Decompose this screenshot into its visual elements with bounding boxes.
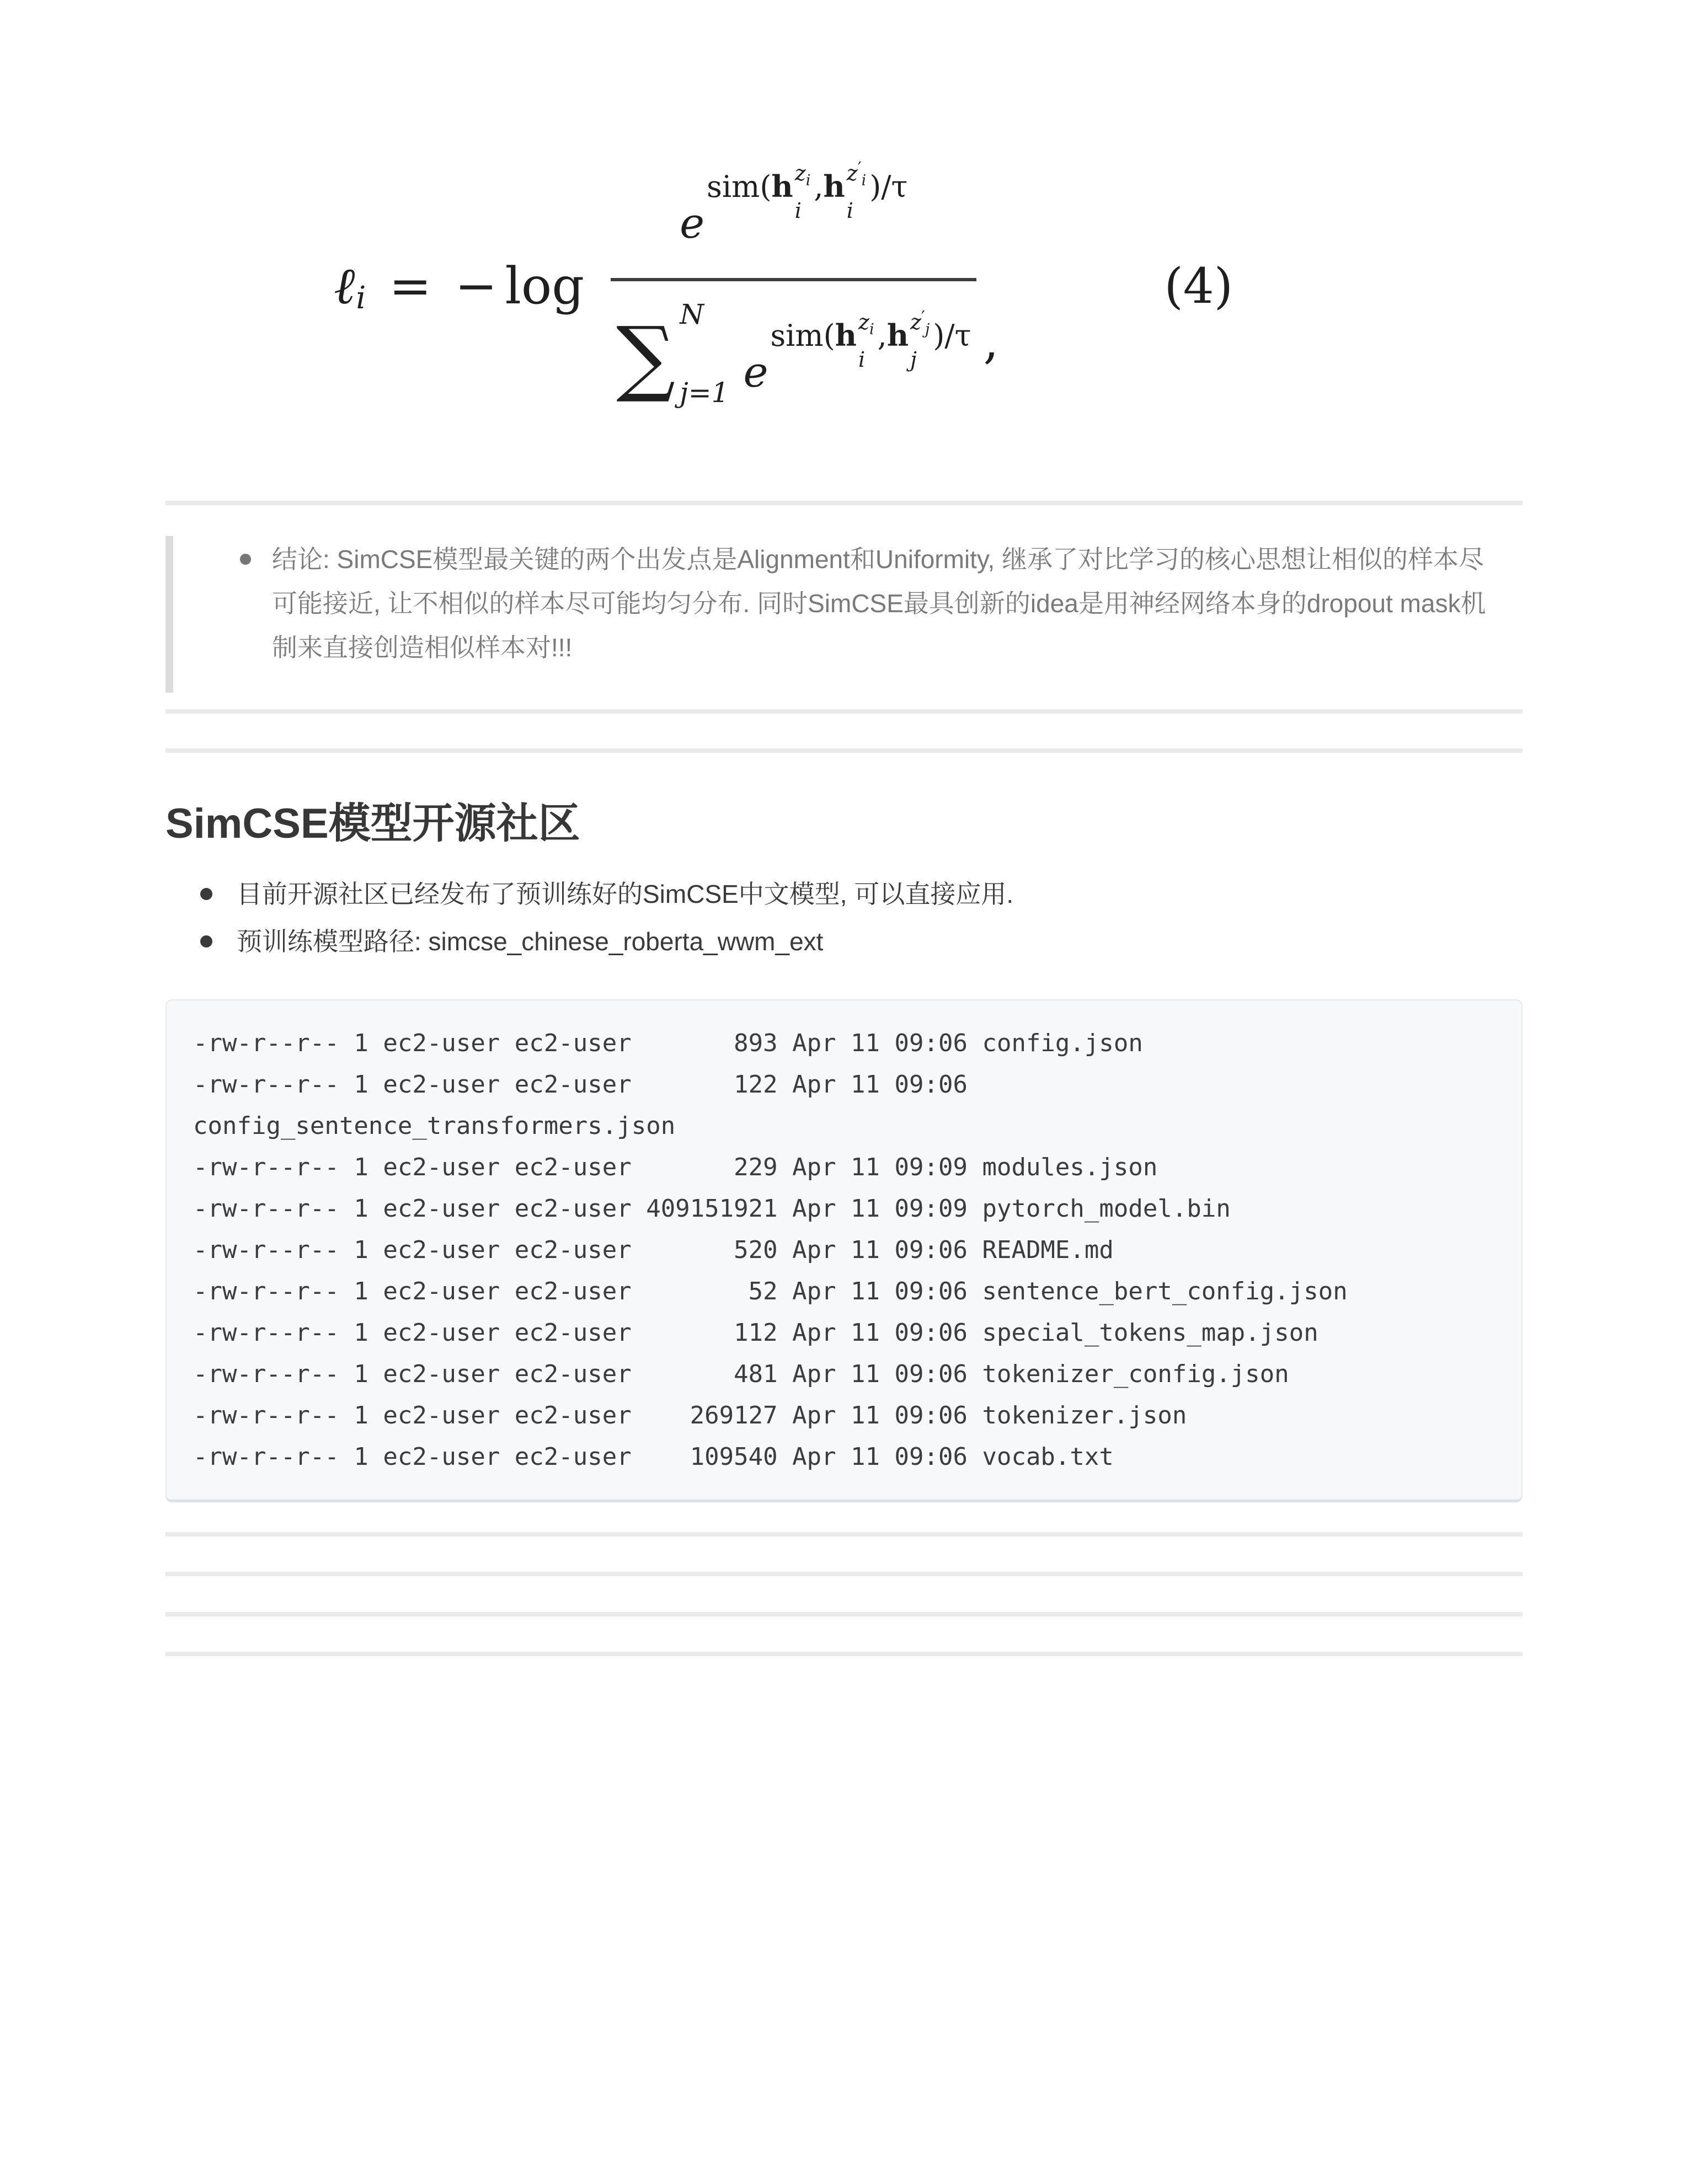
fraction	[611, 142, 976, 429]
h-sup-sub: zi i	[858, 310, 874, 372]
bullet-list	[165, 870, 1523, 965]
fraction-bar	[611, 278, 976, 281]
blockquote-list-item	[240, 536, 1523, 670]
loss-symbol: ℓ	[334, 256, 355, 315]
euler-e: e	[680, 198, 705, 248]
divider	[165, 1612, 1523, 1616]
h-sup-sub: z′j j	[910, 308, 930, 372]
code-line: -rw-r--r-- 1 ec2-user ec2-user 229 Apr 11 09:09 modules.json	[193, 1153, 1158, 1181]
fraction-numerator	[658, 142, 930, 275]
code-line: -rw-r--r-- 1 ec2-user ec2-user 481 Apr 11 09:06 tokenizer_config.json	[193, 1360, 1289, 1388]
equation-comma: ,	[983, 313, 999, 370]
list-item-text: 目前开源社区已经发布了预训练好的SimCSE中文模型, 可以直接应用.	[237, 880, 1014, 908]
equation-number: (4)	[1164, 257, 1233, 314]
code-line: -rw-r--r-- 1 ec2-user ec2-user 52 Apr 11 09:06 sentence_bert_config.json	[193, 1277, 1348, 1305]
equals-sign: =	[389, 256, 432, 315]
summation-limits: N j=1	[680, 298, 729, 409]
fraction-denominator	[611, 286, 976, 429]
divider	[165, 1652, 1523, 1656]
list-item	[165, 918, 1523, 965]
blockquote-text: 结论: SimCSE模型最关键的两个出发点是Alignment和Uniformity, 继承了对比学习的核心思想让相似的样本尽可能接近, 让不相似的样本尽可能均匀分布. 同时SimCSE最具创新的idea是用神经网络本身的dropout mask机制来直接创造相似样本对!!!	[272, 545, 1486, 662]
denominator-exponent: sim( h zi i , h z′j j )/τ	[770, 308, 971, 372]
divider	[165, 748, 1523, 753]
bullet-icon	[200, 935, 212, 948]
log-operator: log	[505, 256, 585, 315]
list-item-text: 预训练模型路径: simcse_chinese_roberta_wwm_ext	[237, 927, 824, 956]
code-line: -rw-r--r-- 1 ec2-user ec2-user 122 Apr 11 09:06	[193, 1070, 968, 1099]
h-sup-sub: z′i i	[846, 159, 867, 223]
sigma-symbol: ∑	[616, 309, 676, 405]
section-title: SimCSE模型开源社区	[165, 800, 580, 847]
bullet-icon	[200, 888, 212, 900]
vector-h: h	[835, 318, 857, 353]
vector-h: h	[823, 169, 845, 204]
minus-sign: −	[455, 256, 498, 315]
vector-h: h	[886, 318, 909, 353]
summation	[616, 298, 729, 409]
numerator-exponent: sim( h zi i , h z′i i )/τ	[707, 159, 908, 223]
equation-lhs	[334, 256, 584, 315]
loss-subscript: i	[356, 280, 366, 316]
blockquote-bar	[165, 536, 173, 693]
code-line: -rw-r--r-- 1 ec2-user ec2-user 269127 Apr 11 09:06 tokenizer.json	[193, 1401, 1187, 1430]
code-line: config_sentence_transformers.json	[193, 1112, 676, 1140]
euler-e: e	[743, 347, 768, 397]
divider	[165, 501, 1523, 505]
divider	[165, 709, 1523, 714]
h-sup-sub: zi i	[794, 161, 811, 223]
divider	[165, 1532, 1523, 1537]
code-line: -rw-r--r-- 1 ec2-user ec2-user 893 Apr 11 09:06 config.json	[193, 1029, 1143, 1057]
code-line: -rw-r--r-- 1 ec2-user ec2-user 112 Apr 11 09:06 special_tokens_map.json	[193, 1319, 1318, 1347]
code-line: -rw-r--r-- 1 ec2-user ec2-user 109540 Apr 11 09:06 vocab.txt	[193, 1443, 1114, 1471]
code-line: -rw-r--r-- 1 ec2-user ec2-user 409151921 Apr 11 09:09 pytorch_model.bin	[193, 1195, 1231, 1223]
code-block	[165, 999, 1523, 1502]
equation-block	[334, 137, 1233, 435]
vector-h: h	[771, 169, 793, 204]
blockquote	[165, 536, 1523, 693]
divider	[165, 1572, 1523, 1576]
bullet-icon	[240, 554, 251, 565]
code-line: -rw-r--r-- 1 ec2-user ec2-user 520 Apr 11 09:06 README.md	[193, 1236, 1114, 1264]
list-item	[165, 870, 1523, 918]
